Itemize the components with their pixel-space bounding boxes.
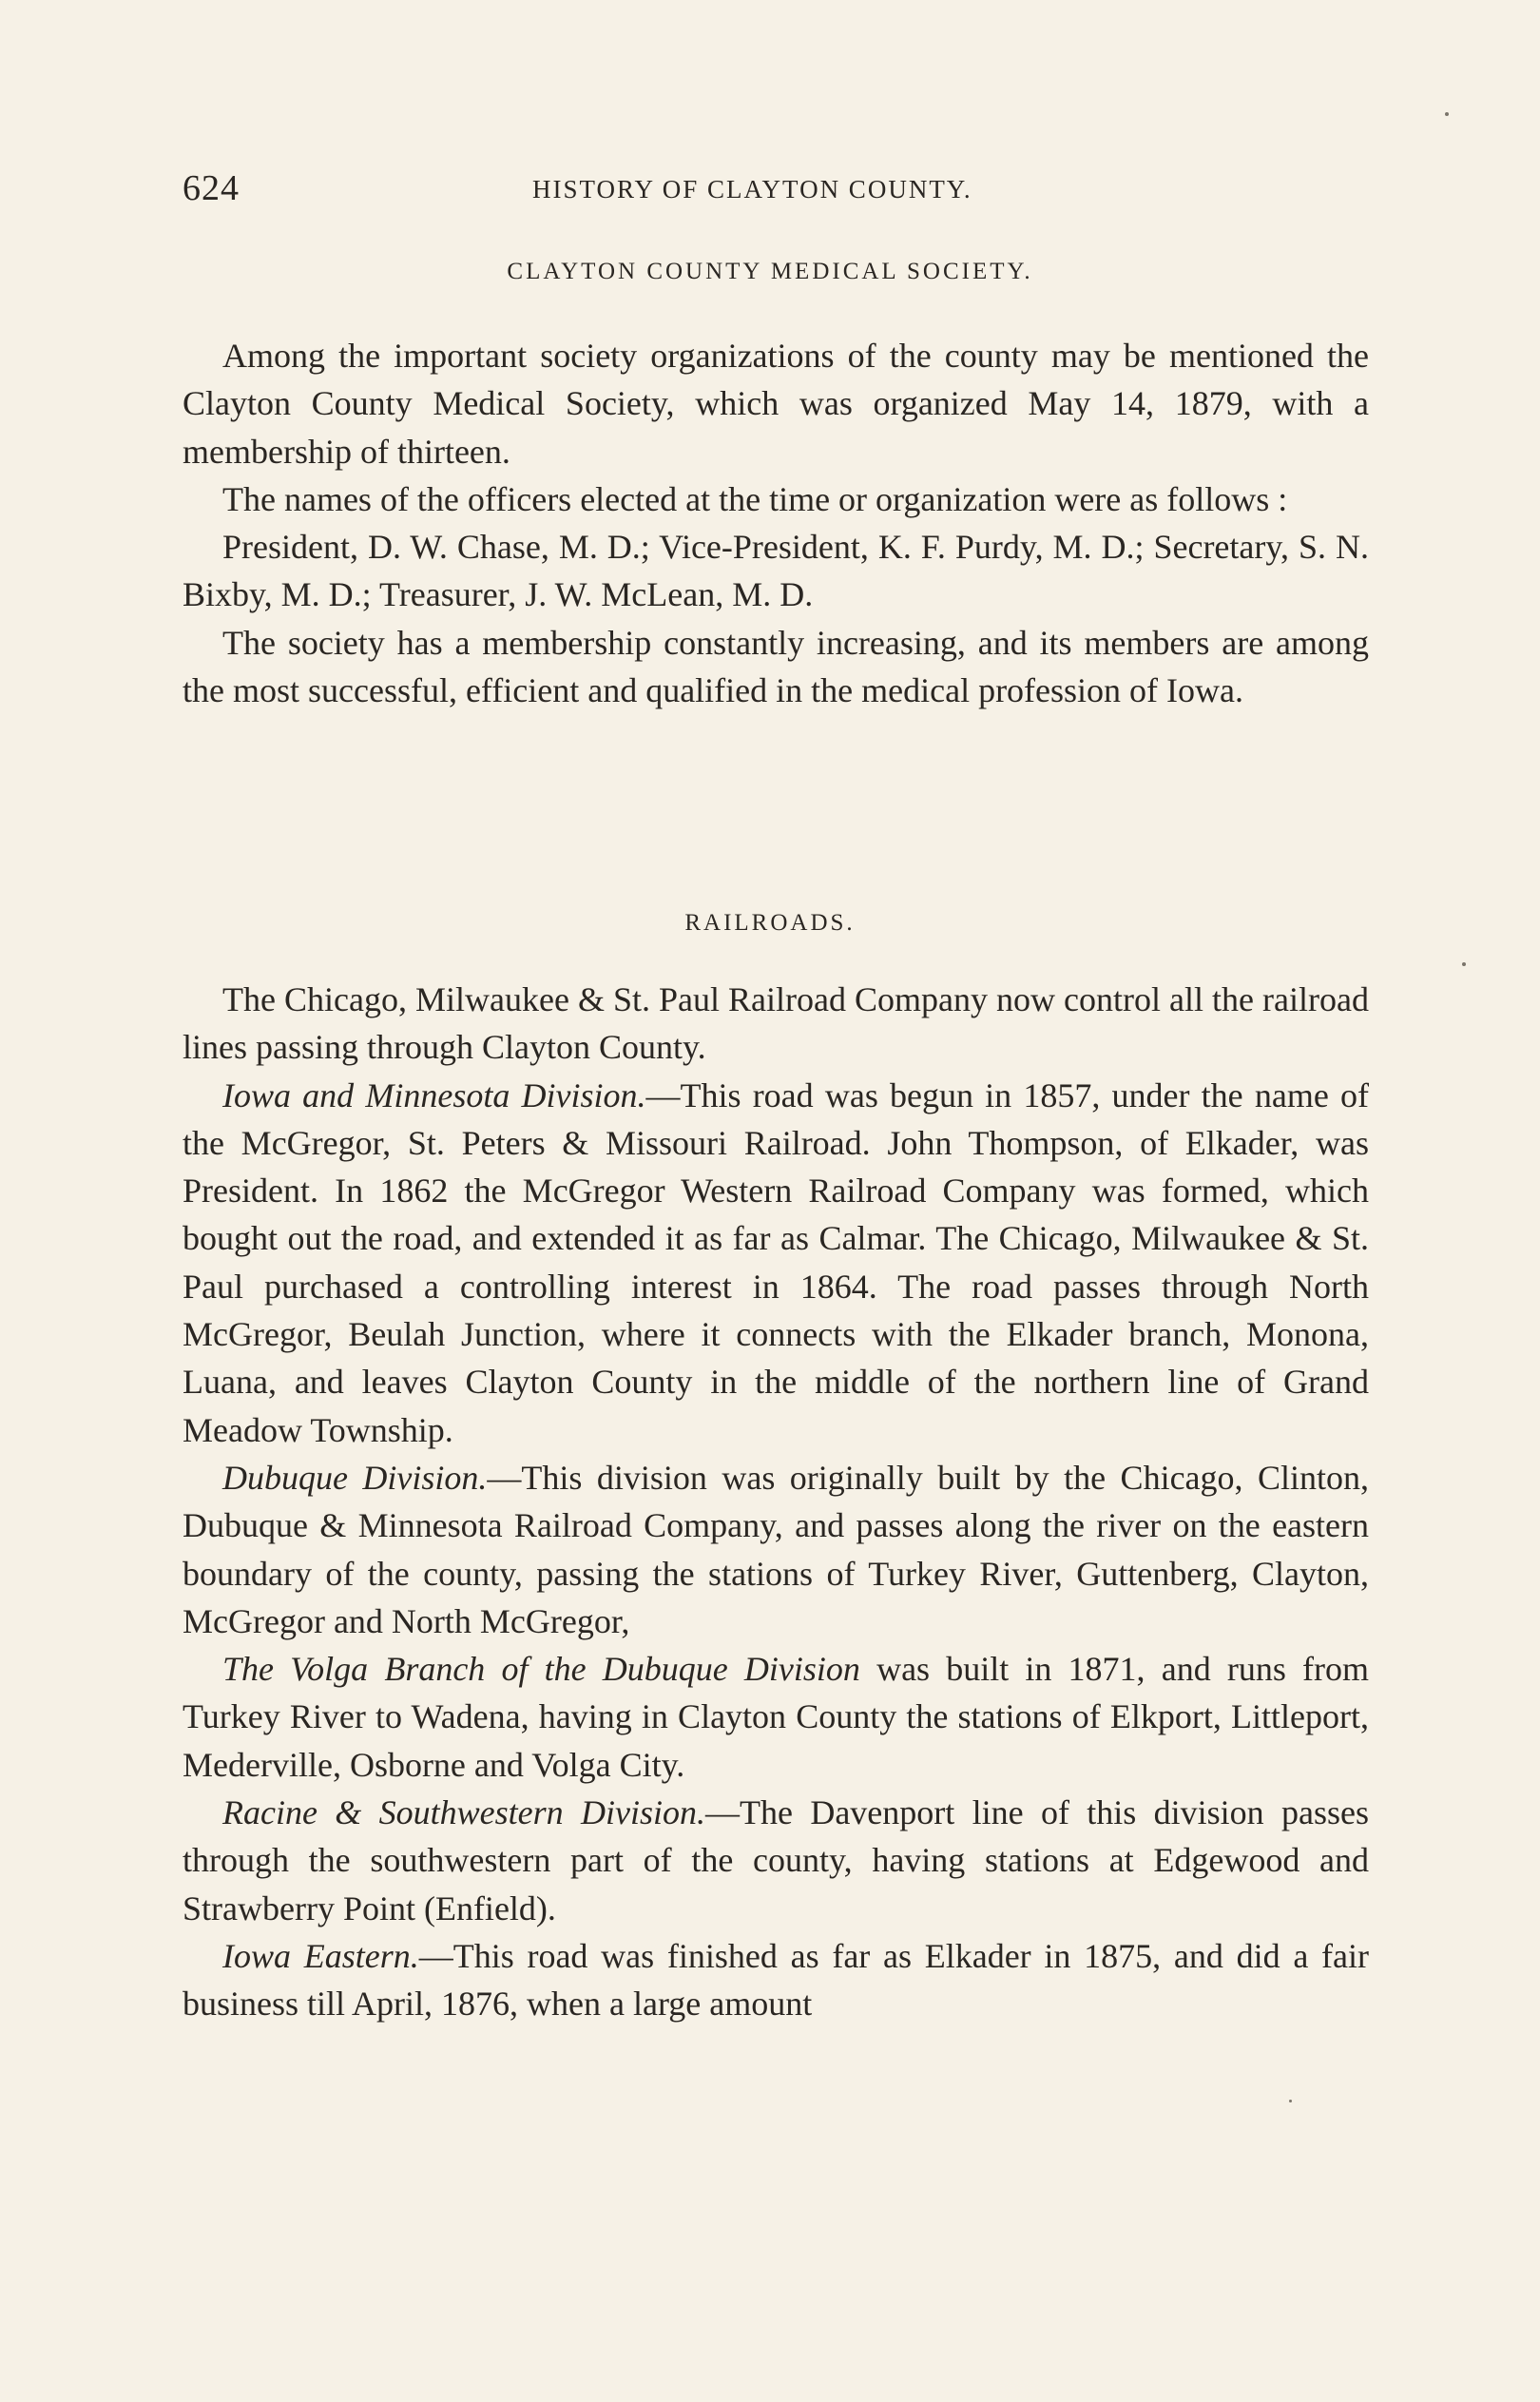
paragraph: The Chicago, Milwaukee & St. Paul Railroad Company now control all the railroad lines passing through Clayton County. bbox=[183, 980, 1369, 1067]
division-title: The Volga Branch of the Dubuque Division bbox=[222, 1650, 860, 1689]
medical-society-body bbox=[183, 332, 1369, 714]
division-title: Racine & Southwestern Division. bbox=[222, 1793, 705, 1832]
division-text: —This road was begun in 1857, under the name of the McGregor, St. Peters & Missouri Railroad. John Thompson, of Elkader, was President. In 1862 the McGregor Western Railroad Company was formed, which bought out the road, and extended it as far as Calmar. The Chicago, Milwaukee & St. Paul purchased a controlling interest in 1864. The road passes through North McGregor, Beulah Junction, where it connects with the Elkader branch, Monona, Luana, and leaves Clayton County in the middle of the northern line of Grand Meadow Township. bbox=[183, 1075, 1369, 1449]
paper-speck bbox=[1445, 112, 1449, 116]
page-number: 624 bbox=[183, 168, 240, 208]
paragraph: The names of the officers elected at the time or organization were as follows : bbox=[222, 479, 1288, 518]
section-heading-text: RAILROADS. bbox=[684, 910, 856, 936]
paper-speck bbox=[1289, 2100, 1292, 2102]
division-text: was built in 1871, and runs from Turkey River to Wadena, having in Clayton County the stations of Elkport, Littleport, Mederville, Osborne and Volga City. bbox=[183, 1650, 1369, 1784]
division-text: —The Davenport line of this division passes through the southwestern part of the county, having stations at Edgewood and Strawberry Point (Enfield). bbox=[183, 1793, 1370, 1927]
division-paragraph bbox=[183, 1645, 1369, 1789]
division-paragraph bbox=[183, 1072, 1369, 1454]
division-title: Iowa and Minnesota Division. bbox=[222, 1075, 646, 1114]
division-paragraph bbox=[183, 1932, 1369, 2028]
paper-speck bbox=[1462, 962, 1466, 966]
paragraph: The society has a membership constantly increasing, and its members are among the most successful, efficient and qualified in the medical profession of Iowa. bbox=[183, 623, 1369, 710]
division-paragraph bbox=[183, 1454, 1369, 1645]
paragraph: Among the important society organizations of the county may be mentioned the Clayton County Medical Society, which was organized May 14, 1879, with a membership of thirteen. bbox=[183, 337, 1369, 471]
division-title: Dubuque Division. bbox=[222, 1458, 488, 1497]
railroads-body bbox=[183, 976, 1369, 2028]
division-text: —This road was finished as far as Elkader in 1875, and did a fair business till April, 1876, when a large amount bbox=[183, 1936, 1369, 2024]
running-title: HISTORY OF CLAYTON COUNTY. bbox=[532, 175, 972, 203]
division-text: —This division was originally built by the Chicago, Clinton, Dubuque & Minnesota Railroad Company, and passes along the river on the eastern boundary of the county, passing the stations of Turkey River, Guttenberg, Clayton, McGregor and North McGregor, bbox=[183, 1458, 1369, 1640]
division-title: Iowa Eastern. bbox=[222, 1936, 419, 1975]
section-heading-text: CLAYTON COUNTY MEDICAL SOCIETY. bbox=[507, 259, 1033, 284]
paragraph: President, D. W. Chase, M. D.; Vice-President, K. F. Purdy, M. D.; Secretary, S. N. Bixby, M. D.; Treasurer, J. W. McLean, M. D. bbox=[183, 528, 1369, 614]
division-paragraph bbox=[183, 1789, 1369, 1932]
